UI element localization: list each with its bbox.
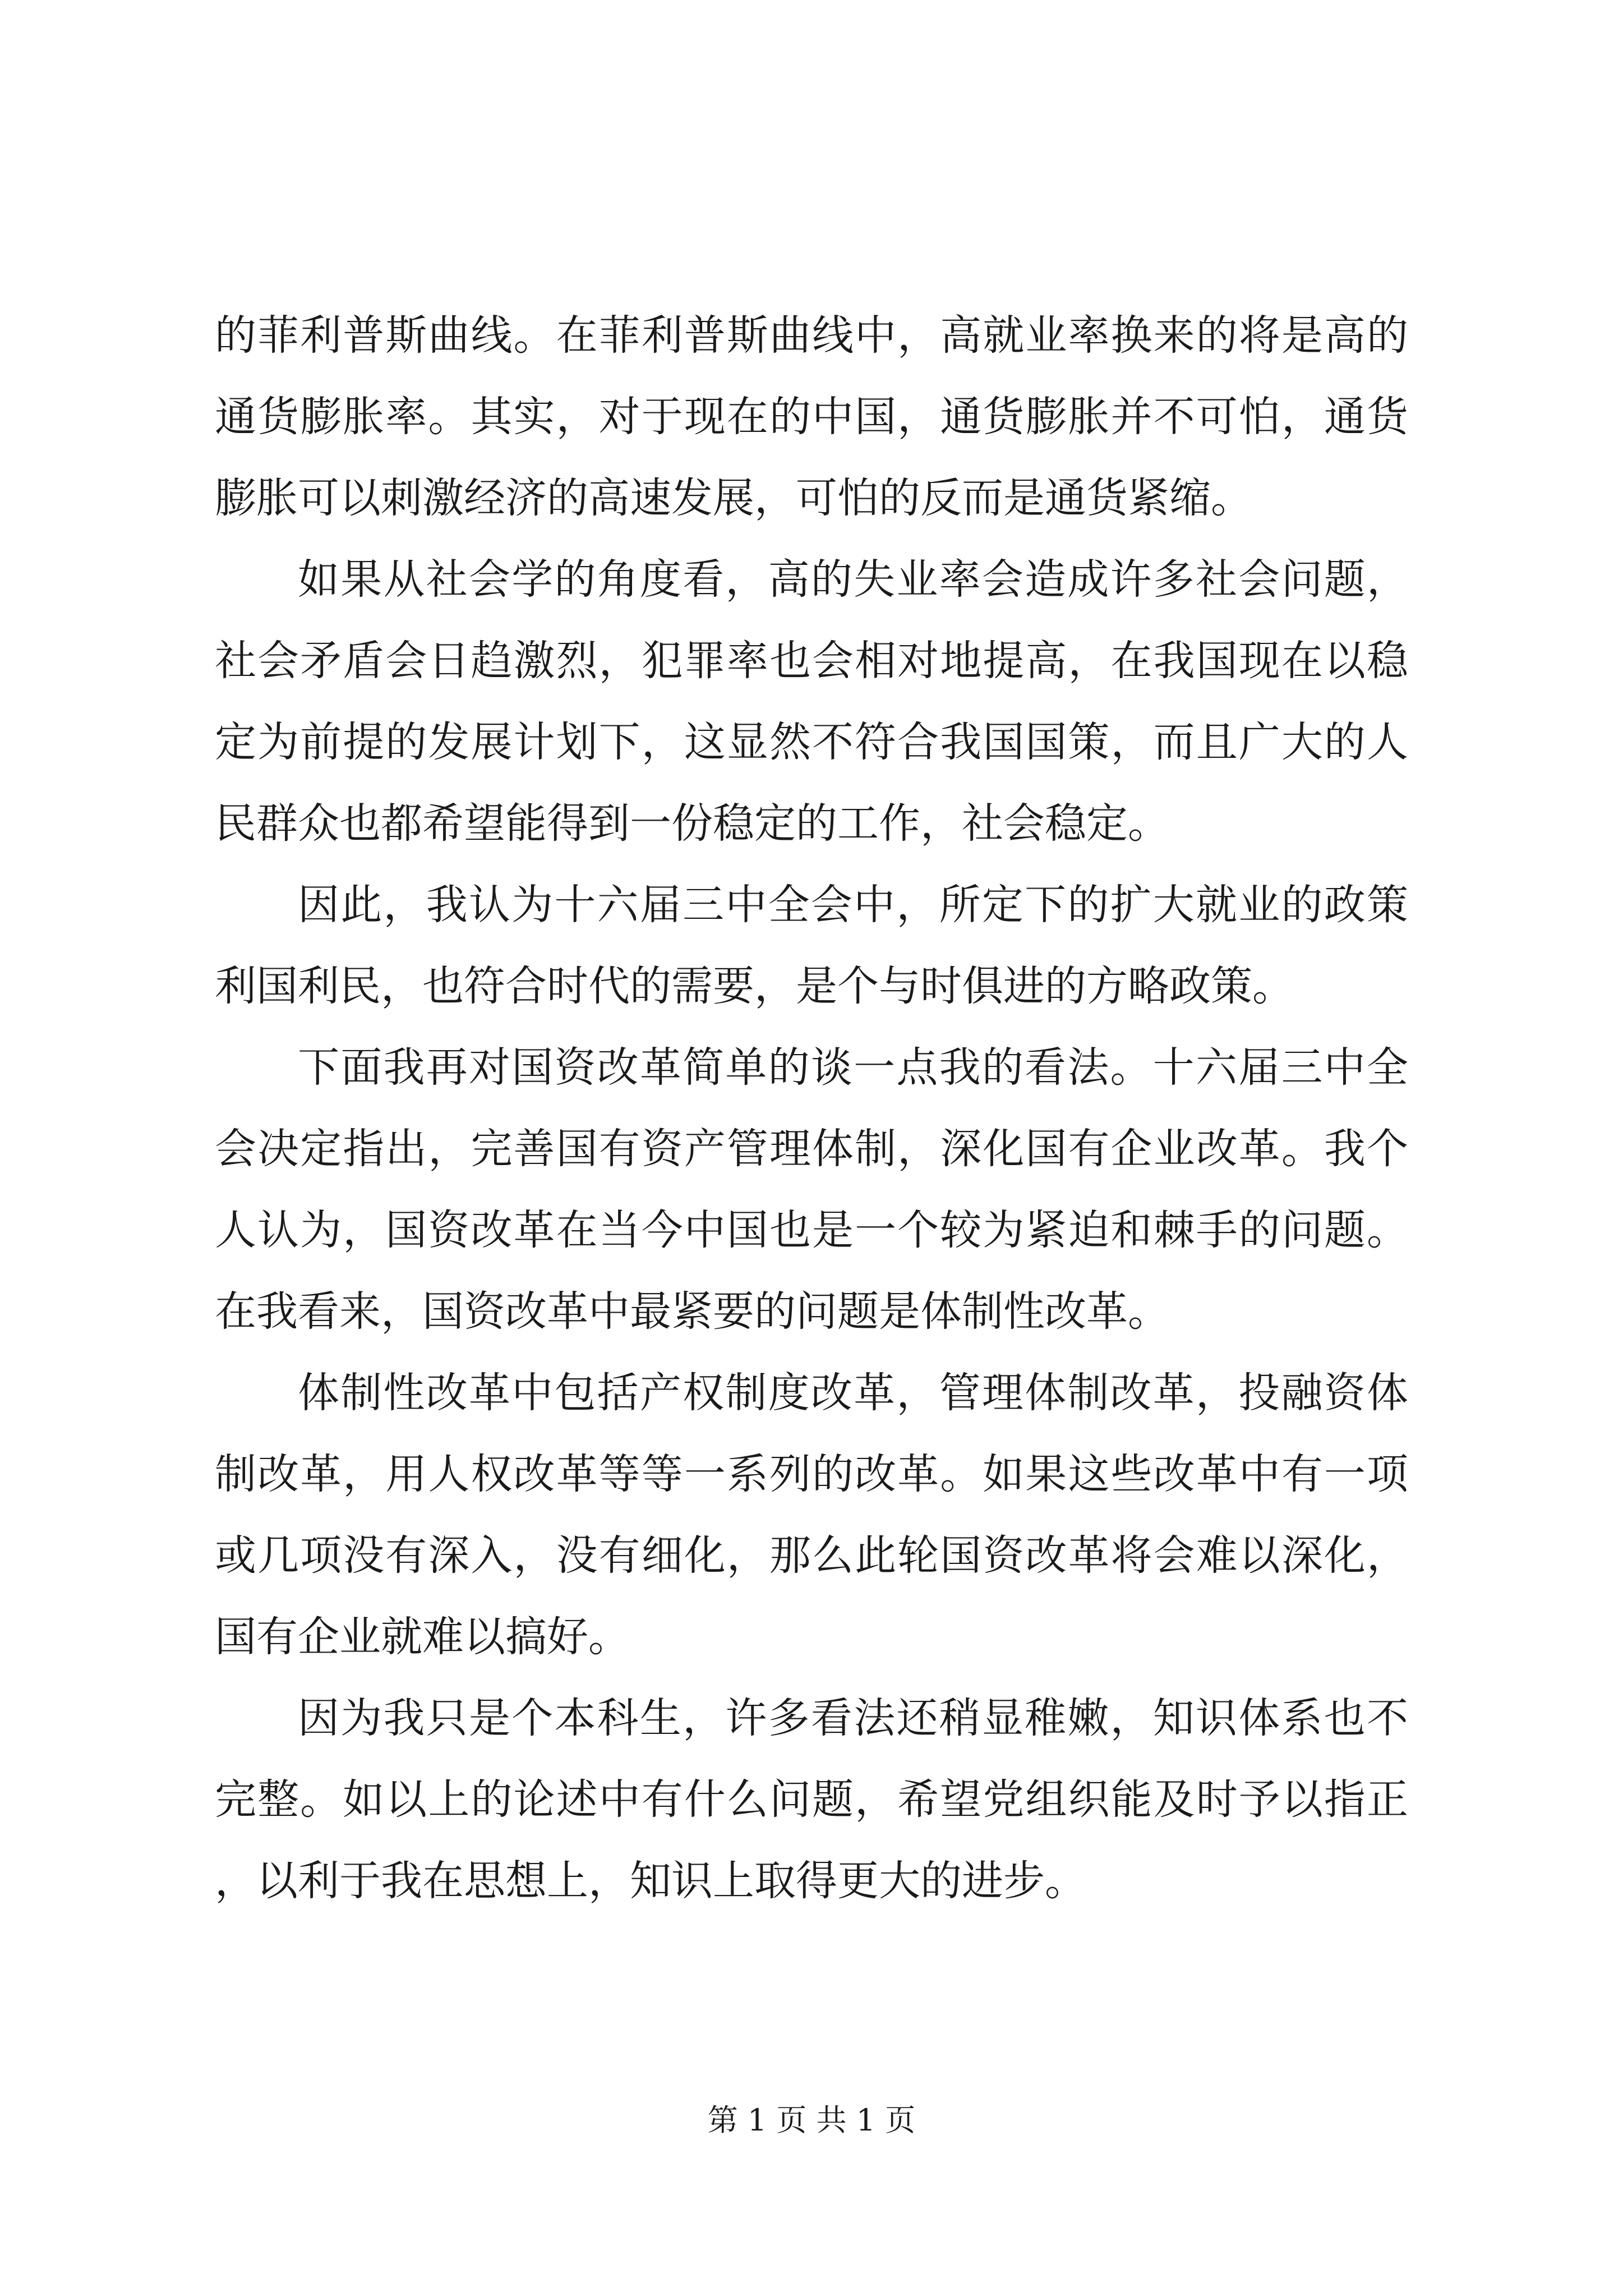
paragraph-3: 因此，我认为十六届三中全会中，所定下的扩大就业的政策利国利民，也符合时代的需要，是个与时俱进的方略政策。 <box>215 881 1408 1010</box>
page-number-footer: 第 1 页 共 1 页 <box>707 2102 916 2138</box>
document-body <box>215 295 1408 1922</box>
paragraph-5: 体制性改革中包括产权制度改革，管理体制改革，投融资体制改革，用人权改革等等一系列的改革。如果这些改革中有一项或几项没有深入，没有细化，那么此轮国资改革将会难以深化，国有企业就难以搞好。 <box>215 1369 1408 1661</box>
paragraph-4: 下面我再对国资改革简单的谈一点我的看法。十六届三中全会决定指出，完善国有资产管理体制，深化国有企业改革。我个人认为，国资改革在当今中国也是一个较为紧迫和棘手的问题。在我看来，国资改革中最紧要的问题是体制性改革。 <box>215 1043 1408 1336</box>
paragraph-6: 因为我只是个本科生，许多看法还稍显稚嫩，知识体系也不完整。如以上的论述中有什么问题，希望党组织能及时予以指正，以利于我在思想上，知识上取得更大的进步。 <box>215 1694 1408 1905</box>
paragraph-2: 如果从社会学的角度看，高的失业率会造成许多社会问题，社会矛盾会日趋激烈，犯罪率也会相对地提高，在我国现在以稳定为前提的发展计划下，这显然不符合我国国策，而且广大的人民群众也都希望能得到一份稳定的工作，社会稳定。 <box>215 555 1408 848</box>
paragraph-1: 的菲利普斯曲线。在菲利普斯曲线中，高就业率换来的将是高的通货膨胀率。其实，对于现在的中国，通货膨胀并不可怕，通货膨胀可以刺激经济的高速发展，可怕的反而是通货紧缩。 <box>215 311 1408 522</box>
